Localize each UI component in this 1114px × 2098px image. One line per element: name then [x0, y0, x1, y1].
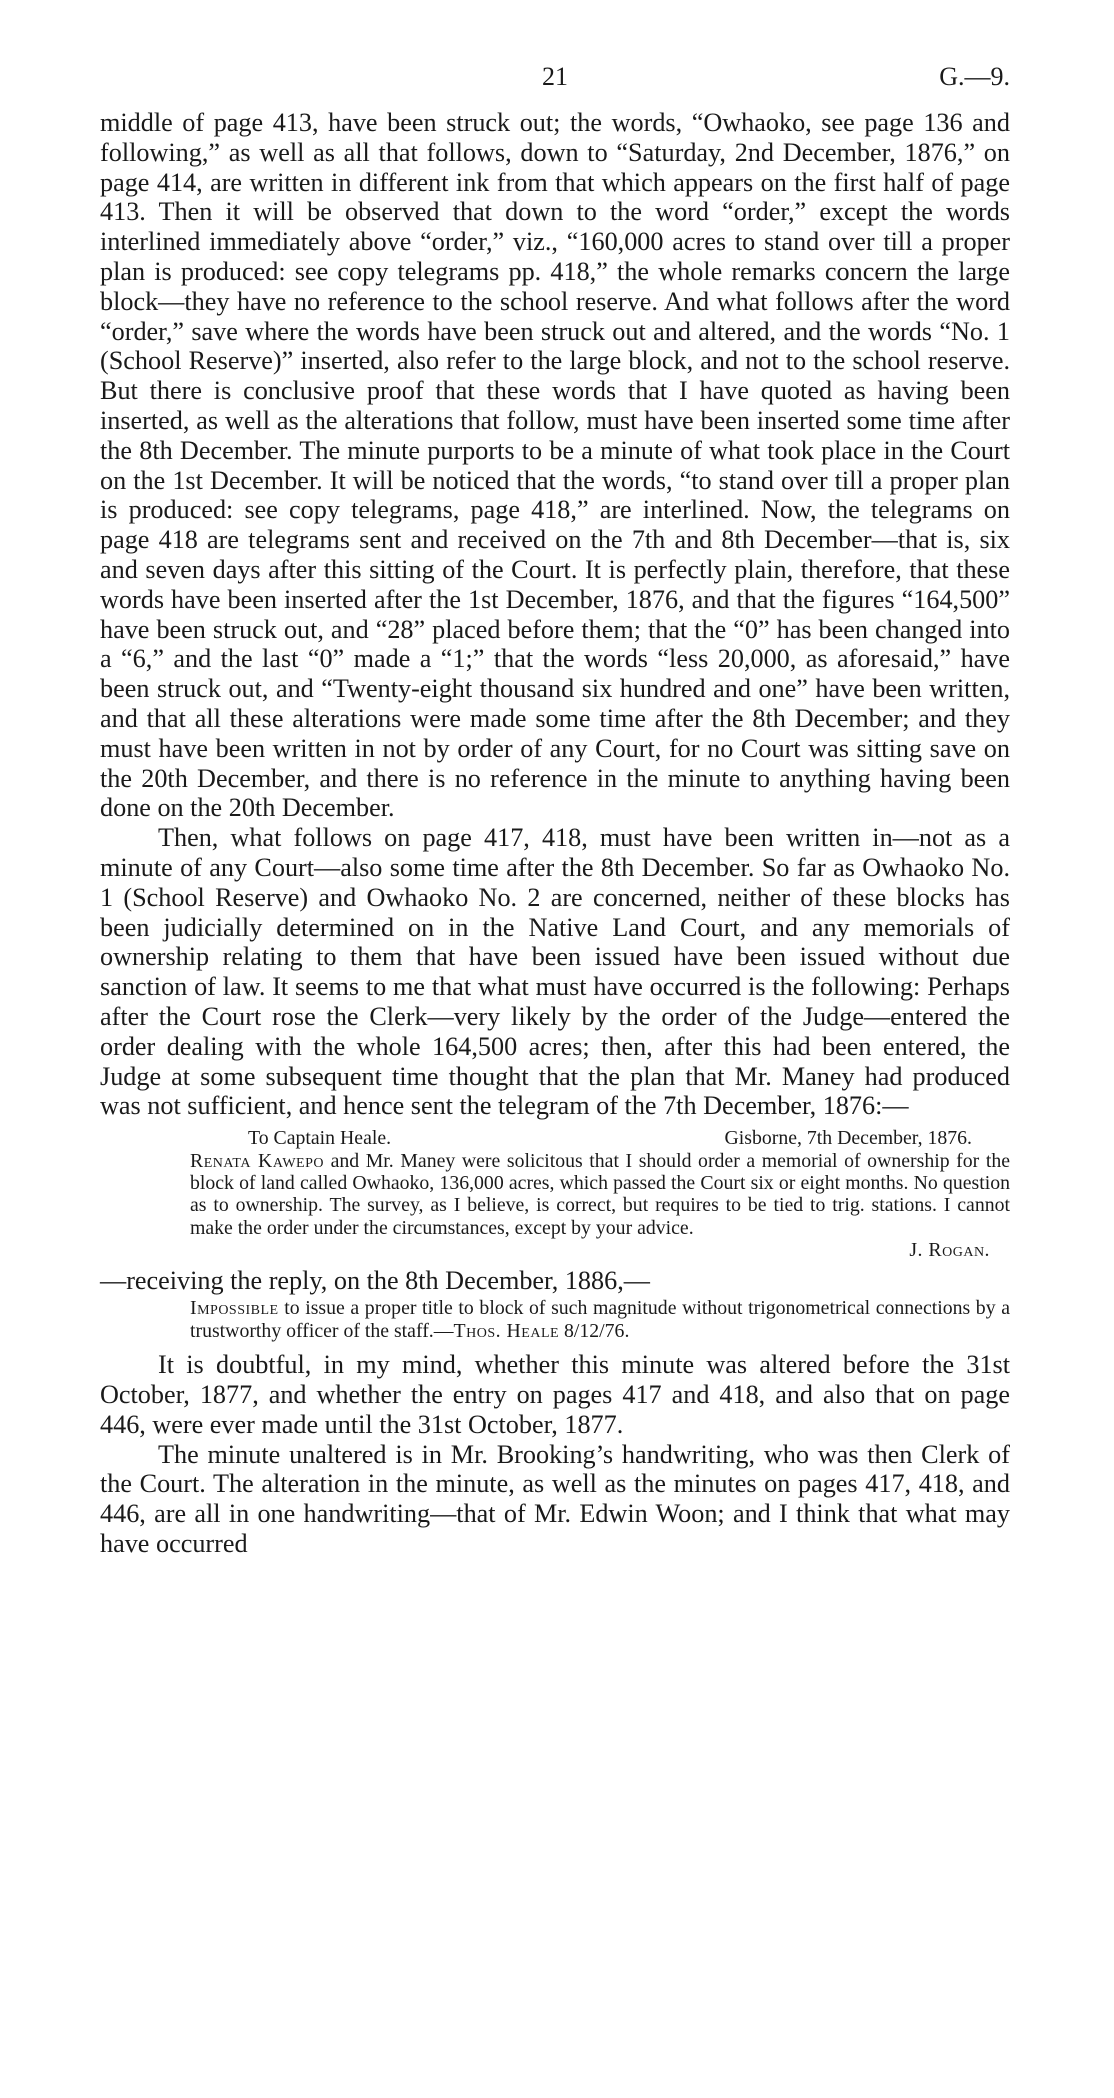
reply-message: to issue a proper title to block of such magnitude without trigonometrical connections by a trustworthy officer of the staff.— — [190, 1297, 1010, 1342]
telegram-sender-name: Renata Kawepo — [190, 1149, 324, 1172]
body-text — [100, 108, 1010, 1559]
document-reference: G.—9. — [939, 62, 1010, 91]
paragraph-3: —receiving the reply, on the 8th December, 1886,— — [100, 1265, 650, 1295]
page-number: 21 — [542, 62, 568, 91]
paragraph-1: middle of page 413, have been struck out; the words, “Owhaoko, see page 136 and following,” as well as all that follows, down to “Saturday, 2nd December, 1876,” on page 414, are written in different ink from that which appears on the first half of page 413. Then it will be observed that down to the word “order,” except the words interlined immediately above “order,” viz., “160,000 acres to stand over till a proper plan is produced: see copy telegrams pp. 418,” the whole remarks concern the large block—they have no reference to the school reserve. And what follows after the word “order,” save where the words have been struck out and altered, and the words “No. 1 (School Reserve)” inserted, also refer to the large block, and not to the school reserve. But there is conclusive proof that these words that I have quoted as having been inserted, as well as the alterations that follow, must have been inserted some time after the 8th December. The minute purports to be a minute of what took place in the Court on the 1st December. It will be noticed that the words, “to stand over till a proper plan is produced: see copy telegrams, page 418,” are interlined. Now, the telegrams on page 418 are telegrams sent and received on the 7th and 8th December—that is, six and seven days after this sitting of the Court. It is perfectly plain, therefore, that these words have been inserted after the 1st December, 1876, and that the figures “164,500” have been struck out, and “28” placed before them; that the “0” has been changed into a “6,” and the last “0” made a “1;” that the words “less 20,000, as aforesaid,” have been struck out, and “Twenty-eight thousand six hundred and one” have been written, and that all these alterations were made some time after the 8th December; and they must have been written in not by order of any Court, for no Court was sitting save on the 20th December, and there is no reference in the minute to anything having been done on the 20th December. — [100, 108, 1010, 823]
telegram-place-date: Gisborne, 7th December, 1876. — [724, 1127, 972, 1150]
page-header — [100, 62, 1010, 102]
paragraph-4: It is doubtful, in my mind, whether this minute was altered before the 31st October, 1877, and whether the entry on pages 417 and 418, and also that on page 446, were ever made until the 31st October, 1877. — [100, 1350, 1010, 1439]
telegram-signature: J. Rogan. — [909, 1239, 990, 1262]
reply-date: 8/12/76. — [559, 1319, 630, 1342]
telegram-body — [190, 1150, 1010, 1240]
telegram-header — [190, 1127, 1010, 1149]
telegram-block — [100, 1127, 1010, 1261]
reply-lead-word: Impossible — [190, 1297, 279, 1320]
telegram-message: and Mr. Maney were solicitous that I should order a memorial of ownership for the block of land called Owhaoko, 136,000 acres, which passed the Court six or eight months. No question as to ownership. The survey, as I believe, is correct, but requires to be tied to trig. stations. I cannot make the order under the circumstances, except by your advice. — [190, 1149, 1010, 1239]
telegram-recipient: To Captain Heale. — [248, 1127, 392, 1150]
paragraph-2: Then, what follows on page 417, 418, must have been written in—not as a minute of any Court—also some time after the 8th December. So far as Owhaoko No. 1 (School Reserve) and Owhaoko No. 2 are concerned, neither of these blocks has been judicially determined on in the Native Land Court, and any memorials of ownership relating to them that have been issued have been issued without due sanction of law. It seems to me that what must have occurred is the following: Perhaps after the Court rose the Clerk—very likely by the order of the Judge—entered the order dealing with the whole 164,500 acres; then, after this had been entered, the Judge at some subsequent time thought that the plan that Mr. Maney had produced was not sufficient, and hence sent the telegram of the 7th December, 1876:— — [100, 823, 1010, 1121]
paragraph-5: The minute unaltered is in Mr. Brooking’s handwriting, who was then Clerk of the Court. The alteration in the minute, as well as the minutes on pages 417, 418, and 446, are all in one handwriting—that of Mr. Edwin Woon; and I think that what may have occurred — [100, 1439, 1010, 1558]
reply-signature: Thos. Heale — [453, 1319, 560, 1342]
reply-telegram — [100, 1297, 1010, 1342]
